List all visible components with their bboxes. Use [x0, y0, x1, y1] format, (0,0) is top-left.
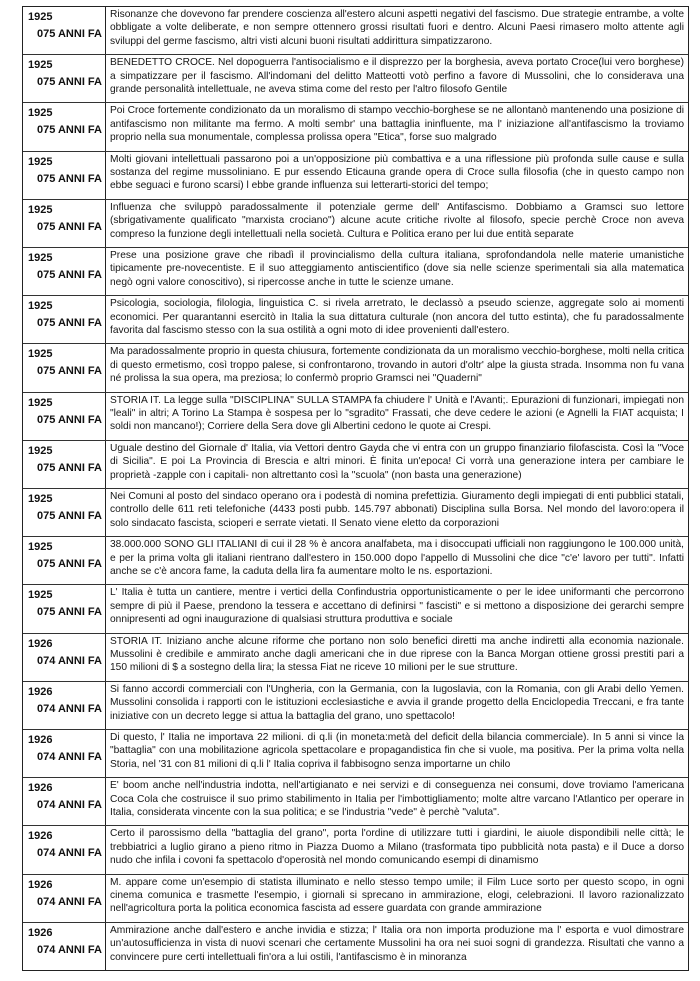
years-ago-label: 075 ANNI FA — [36, 269, 102, 282]
date-cell — [23, 200, 106, 247]
chronology-row — [23, 393, 688, 441]
years-ago-label: 075 ANNI FA — [36, 172, 102, 185]
entry-text: L' Italia è tutta un cantiere, mentre i vertici della Confindustria opportunisticamente o per le idee uniformanti che percorrono sempre di più il Paese, prendono la tessera e accettano di definirsi " fascisti" e si mettono a disposizione dei gerarchi sempre onnipresenti ad ogni inaugurazione di qualsiasi struttura produttiva e sociale — [110, 587, 684, 626]
year-label: 1925 — [28, 155, 53, 168]
years-ago-label: 075 ANNI FA — [36, 413, 102, 426]
entry-text: STORIA IT. La legge sulla "DISCIPLINA" SULLA STAMPA fa chiudere l' Unità e l'Avanti;. Epurazioni di funzionari, impiegati non "leali" in altri; A Torino La Stampa è sospesa per lo "sgradito" Frassati, che deve cedere le azioni (e Agnelli la FIAT acquista; I soldi non mancano!); Corriere della Sera dove gli Albertini cedono le quote ai Crespi. — [110, 394, 684, 433]
entry-text: Molti giovani intellettuali passarono poi a un'opposizione più combattiva e a una riflessione più profonda sulle cause e sulla sostanza del regime mussoliniano. E pur essendo Eticauna grande opera di Croce sulla filosofia (che in questo campo non ebbe seguaci e furono scarsi) l ebbe grande influenza sui letterarti-storici del tempo; — [110, 153, 684, 192]
years-ago-label: 075 ANNI FA — [36, 76, 102, 89]
year-label: 1926 — [28, 685, 53, 698]
date-cell — [23, 55, 106, 102]
chronology-row — [23, 103, 688, 151]
entry-text: Influenza che sviluppò paradossalmente il potenziale germe dell' Antifascismo. Dobbiamo a Gramsci suo lettore (sbrigativamente qualificato "marxista crociano") alcune acute critiche rivolte al filosofo, specie perchè Croce non aveva compreso la funzione degli intellettuali nella società. Cultura e Politica erano per lui due entità separate — [110, 201, 684, 240]
year-label: 1926 — [28, 782, 53, 795]
date-cell — [23, 441, 106, 488]
years-ago-label: 075 ANNI FA — [36, 558, 102, 571]
chronology-row — [23, 923, 688, 970]
chronology-row — [23, 730, 688, 778]
year-label: 1925 — [28, 444, 53, 457]
years-ago-label: 074 ANNI FA — [36, 654, 102, 667]
entry-text: E' boom anche nell'industria indotta, nell'artigianato e nei servizi e di conseguenza nei consumi, dove troviamo l'americana Coca Cola che costruisce il suo primo stabilimento in Italia per l'imbottigliamento; molte altre varcano l'Atlantico per operare in Italia, considerata vincente con la sua politica; e se l'industria "vede" è perchè "valuta". — [110, 780, 684, 819]
year-label: 1925 — [28, 300, 53, 313]
years-ago-label: 074 ANNI FA — [36, 799, 102, 812]
year-label: 1925 — [28, 107, 53, 120]
year-label: 1926 — [28, 926, 53, 939]
chronology-row — [23, 55, 688, 103]
entry-text: Psicologia, sociologia, filologia, linguistica C. si rivela arretrato, le declassò a pseudo scienze, aggregate solo ai momenti economici. Per quarantanni esercitò in Italia la sua dittatura culturale (non ancora del tutto estinta), che fu paradossalmente favorita dal fascismo stesso con la sua ostilità a ogni moto di idee provenienti dall'estero. — [110, 298, 684, 337]
entry-text: 38.000.000 SONO GLI ITALIANI di cui il 28 % è ancora analfabeta, ma i disoccupati ufficiali non raggiungono le 100.000 unità, e per la prima volta gli italiani rientrano dall'estero in 150.000 dopo l'appello di Mussolini che dice "c'e' lavoro per tutti". Infatti anche se c'è ancora fame, la caduta della lira fa aumentare molto le ns. esportazioni. — [110, 539, 684, 578]
chronology-row — [23, 778, 688, 826]
date-cell — [23, 875, 106, 922]
date-cell — [23, 585, 106, 632]
years-ago-label: 075 ANNI FA — [36, 606, 102, 619]
year-label: 1926 — [28, 734, 53, 747]
years-ago-label: 075 ANNI FA — [36, 365, 102, 378]
year-label: 1925 — [28, 59, 53, 72]
years-ago-label: 075 ANNI FA — [36, 220, 102, 233]
year-label: 1926 — [28, 830, 53, 843]
years-ago-label: 075 ANNI FA — [36, 461, 102, 474]
chronology-row — [23, 826, 688, 874]
chronology-row — [23, 489, 688, 537]
date-cell — [23, 730, 106, 777]
chronology-row — [23, 537, 688, 585]
date-cell — [23, 296, 106, 343]
date-cell — [23, 537, 106, 584]
entry-text: Nei Comuni al posto del sindaco operano ora i podestà di nomina prefettizia. Giuramento degli impiegati di enti pubblici statali, controllo delle 611 reti telefoniche (4433 posti pubb. 145.797 abbonati) Disciplina sulla Borsa. Nel mondo del lavoro:opera il solo sindacato fascista, scioperi e serrate vietati. Il Senato viene eletto da corporazioni — [110, 491, 684, 529]
chronology-row — [23, 585, 688, 633]
entry-text: Di questo, l' Italia ne importava 22 milioni. di q.li (in moneta:metà del deficit della bilancia commerciale). In 5 anni si vince la "battaglia" con una mobilitazione agricola spettacolare e propagandistica fin che si vuole, ma positiva. Per la prima volta nella Storia, nel '31 con 81 milioni di q.li l' Italia copriva il fabbisogno senza importarne un chilo — [110, 732, 684, 770]
years-ago-label: 075 ANNI FA — [36, 510, 102, 523]
year-label: 1925 — [28, 541, 53, 554]
date-cell — [23, 923, 106, 970]
years-ago-label: 074 ANNI FA — [36, 895, 102, 908]
date-cell — [23, 634, 106, 681]
year-label: 1925 — [28, 493, 53, 506]
year-label: 1926 — [28, 878, 53, 891]
chronology-row — [23, 634, 688, 682]
entry-text: Risonanze che dovevono far prendere coscienza all'estero alcuni aspetti negativi del fascismo. Due strategie entrambe, a volte obbligate a volte deliberate, e non sempre ottennero grossi risultati fuori e dentro. Alcuni Paesi rimasero molto attente agli sviluppi del germe fascismo, altri visti alcuni buoni risultati addirittura simpatizzarono. — [110, 9, 684, 47]
chronology-row — [23, 248, 688, 296]
year-label: 1925 — [28, 348, 53, 361]
date-cell — [23, 7, 106, 54]
chronology-row — [23, 200, 688, 248]
chronology-table — [22, 6, 689, 971]
year-label: 1925 — [28, 203, 53, 216]
entry-text: Uguale destino del Giornale d' Italia, via Vettori dentro Gayda che vi entra con un gruppo finanziario filofascista. Così la "Voce di Sicilia". E poi La Provincia di Brescia e altri minori. È finita un'epoca! Ci vorrà una generazione intera per cambiare le proprietà -zapple con i capitali- non altrettanto così la "scuola" (non basta una generazione) — [110, 442, 684, 481]
years-ago-label: 074 ANNI FA — [36, 702, 102, 715]
years-ago-label: 075 ANNI FA — [36, 317, 102, 330]
chronology-row — [23, 7, 688, 55]
chronology-row — [23, 344, 688, 392]
year-label: 1925 — [28, 396, 53, 409]
chronology-row — [23, 152, 688, 200]
year-label: 1926 — [28, 637, 53, 650]
chronology-row — [23, 875, 688, 923]
years-ago-label: 075 ANNI FA — [36, 28, 102, 40]
year-label: 1925 — [28, 589, 53, 602]
entry-text: Certo il parossismo della "battaglia del grano", porta l'ordine di utilizzare tutti i giardini, le aiuole dispondibili nelle città; le trebbiatrici a luglio girano a pieno ritmo in Piazza Duomo a Milano (trasformata tipo pubblicità nota pasta) e il Duce a dorso nudo che infila i covoni fa spettacolo d'operosità nel mondo comunicando esempi di dinamismo — [110, 828, 684, 867]
entry-text: Ma paradossalmente proprio in questa chiusura, fortemente condizionata da un moralismo vecchio-borghese, molti nella critica di questo ermetismo, così troppo palese, si confrontarono, trovando in autori d'oltr' alpe la giusta strada. Insomma non fu vana né prolissa la sua opera, ma preziosa; lo confermò proprio Gramsci nei "Quaderni" — [110, 346, 684, 385]
year-label: 1925 — [28, 252, 53, 265]
chronology-row — [23, 296, 688, 344]
entry-text: STORIA IT. Iniziano anche alcune riforme che portano non solo benefici diretti ma anche indiretti alla economia nazionale. Mussolini è credibile e ammirato anche dagli americani che in due riprese con la Banca Morgan ottiene grossi prestiti pari a 150 milioni di $ a sostegno della lira; la stessa Fiat ne riceve 10 milioni per le sue strutture. — [110, 635, 684, 674]
chronology-row — [23, 441, 688, 489]
date-cell — [23, 826, 106, 873]
date-cell — [23, 344, 106, 391]
date-cell — [23, 393, 106, 440]
entry-text: Ammirazione anche dall'estero e anche invidia e stizza; l' Italia ora non importa produzione ma l' esporta e vuol dimostrare un'autosufficienza in vista di nuovi scenari che certamente Mussolini ha ora nei suoi sogni di grandezza. Risultati che vanno a convincere pure certi intellettuali fin'ora a lui ostili, l'antifascismo è in minoranza — [110, 924, 684, 963]
date-cell — [23, 152, 106, 199]
entry-text: Si fanno accordi commerciali con l'Ungheria, con la Germania, con la Iugoslavia, con la Romania, con gli Arabi dello Yemen. Mussolini consolida i rapporti con le istituzioni ecclesiastiche e avvia il grande progetto della Enciclopedia Treccani, e fra tante iniziative con un decreto legge si attua la battaglia del grano, uno spettacolo! — [110, 683, 684, 722]
entry-text: Prese una posizione grave che ribadì il provincialismo della cultura italiana, sprofondandola nelle materie umanistiche tipicamente pre-novecentiste. E il suo atteggiamento antiscientifico (dove sia nelle scienze sperimentali sia alla matematica negò ogni valore conoscitivo), si ripercosse anche in tutte le scienze umane. — [110, 250, 684, 288]
years-ago-label: 074 ANNI FA — [36, 847, 102, 860]
year-label: 1925 — [28, 11, 53, 23]
date-cell — [23, 248, 106, 295]
years-ago-label: 074 ANNI FA — [36, 943, 102, 956]
chronology-row — [23, 682, 688, 730]
date-cell — [23, 682, 106, 729]
date-cell — [23, 103, 106, 150]
years-ago-label: 074 ANNI FA — [36, 751, 102, 764]
entry-text: M. appare come un'esempio di statista illuminato e nello stesso tempo umile; il Film Luce sorto per questo scopo, in ogni cinema comunica e trasmette l'esempio, i giornali si sprecano in ammirazione, elogi, celebrazioni. Il lavoro razionalizzato nell'agricoltura porta la politica economica fascista ad essere guardata con grande ammirazione — [110, 876, 684, 915]
years-ago-label: 075 ANNI FA — [36, 124, 102, 137]
date-cell — [23, 489, 106, 536]
entry-text: BENEDETTO CROCE. Nel dopoguerra l'antisocialismo e il disprezzo per la borghesia, aveva portato Croce(lui vero borghese) a simpatizzare per il fascismo. All'indomani del delitto Matteotti votò perfino a favore di Mussolini, che lo considerava una grande personalità intellettuale, ne aveva stima come del resto per l'altro filosofo Gentile — [110, 57, 684, 96]
date-cell — [23, 778, 106, 825]
entry-text: Poi Croce fortemente condizionato da un moralismo di stampo vecchio-borghese se ne allontanò mantenendo una posizione di antifascismo non militante ma fermo. A molti sembr' una battaglia ininfluente, ma l' iniziazione all'antifascismo la troviamo proprio nella sua monumentale, complessa prolissa opera "Etica", forse suo malgrado — [110, 105, 684, 144]
